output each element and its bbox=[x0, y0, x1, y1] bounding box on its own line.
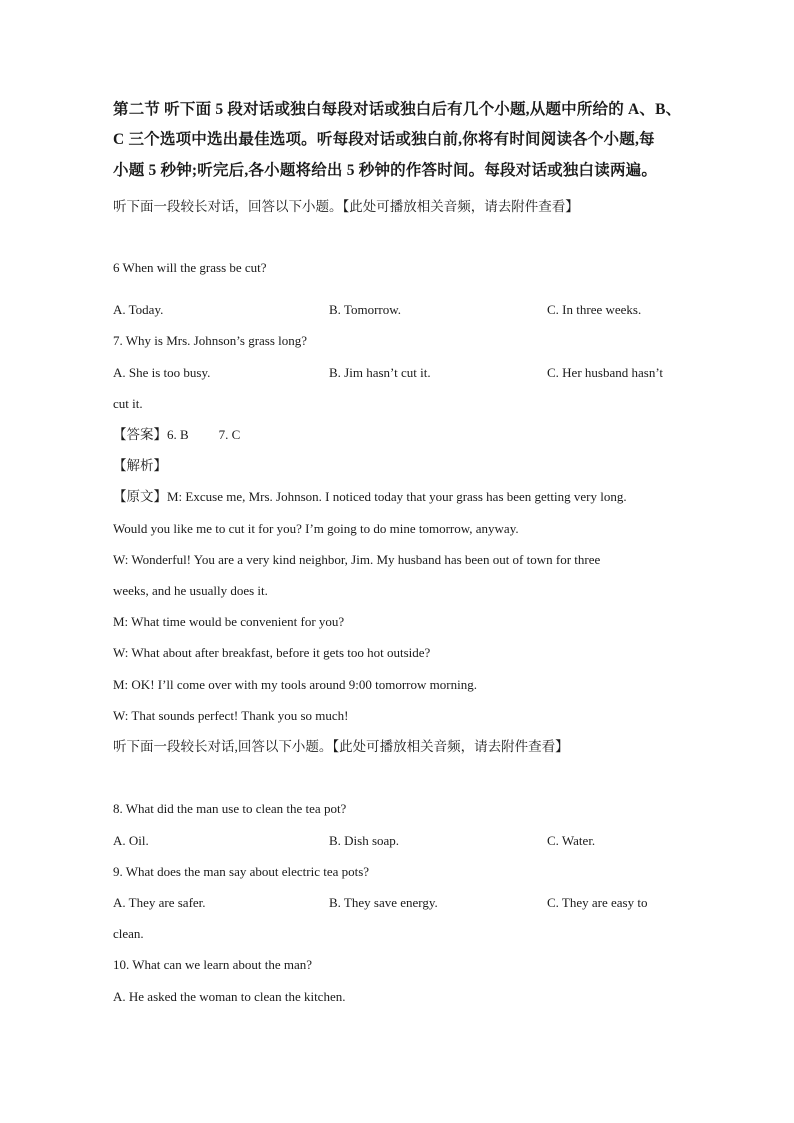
transcript-line-6: W: What about after breakfast, before it gets too hot outside? bbox=[113, 645, 431, 660]
transcript-text-1: M: Excuse me, Mrs. Johnson. I noticed today that your grass has been getting very long. bbox=[167, 489, 627, 504]
question-9-option-b: B. They save energy. bbox=[329, 895, 438, 910]
question-6-option-b: B. Tomorrow. bbox=[329, 302, 402, 317]
question-7-option-c-continued: cut it. bbox=[113, 396, 143, 411]
transcript-line-1 bbox=[113, 488, 627, 506]
question-9-option-c: C. They are easy to bbox=[547, 895, 648, 910]
section-instruction-line-1: 第二节 听下面 5 段对话或独白每段对话或独白后有几个小题,从题中所给的 A、B、 bbox=[113, 101, 682, 118]
question-9-option-c-continued: clean. bbox=[113, 926, 144, 941]
dialogue-intro-2: 听下面一段较长对话,回答以下小题。【此处可播放相关音频，请去附件查看】 bbox=[113, 739, 569, 754]
question-6-option-a: A. Today. bbox=[113, 302, 164, 317]
question-9-option-a: A. They are safer. bbox=[113, 895, 206, 910]
answer-7: 7. C bbox=[218, 427, 241, 442]
question-10-option-a: A. He asked the woman to clean the kitchen. bbox=[113, 989, 346, 1004]
transcript-line-2: Would you like me to cut it for you? I’m going to do mine tomorrow, anyway. bbox=[113, 521, 519, 536]
question-9-stem: 9. What does the man say about electric tea pots? bbox=[113, 864, 370, 879]
answer-line bbox=[113, 426, 240, 444]
transcript-line-4: weeks, and he usually does it. bbox=[113, 583, 268, 598]
transcript-line-3: W: Wonderful! You are a very kind neighbor, Jim. My husband has been out of town for three bbox=[113, 552, 601, 567]
transcript-label: 【原文】 bbox=[113, 489, 167, 504]
answer-label: 【答案】 bbox=[113, 427, 167, 442]
question-7-stem: 7. Why is Mrs. Johnson’s grass long? bbox=[113, 333, 308, 348]
answer-6: 6. B bbox=[167, 427, 189, 442]
question-8-stem: 8. What did the man use to clean the tea pot? bbox=[113, 801, 347, 816]
section-instruction-line-3: 小题 5 秒钟;听完后,各小题将给出 5 秒钟的作答时间。每段对话或独白读两遍。 bbox=[113, 162, 658, 179]
question-7-option-c: C. Her husband hasn’t bbox=[547, 365, 664, 380]
question-8-option-a: A. Oil. bbox=[113, 833, 149, 848]
question-8-option-b: B. Dish soap. bbox=[329, 833, 400, 848]
question-6-option-c: C. In three weeks. bbox=[547, 302, 642, 317]
section-instruction-line-2: C 三个选项中选出最佳选项。听每段对话或独白前,你将有时间阅读各个小题,每 bbox=[113, 131, 655, 148]
question-8-option-c: C. Water. bbox=[547, 833, 596, 848]
dialogue-intro-1: 听下面一段较长对话，回答以下小题。【此处可播放相关音频，请去附件查看】 bbox=[113, 199, 579, 214]
question-7-option-a: A. She is too busy. bbox=[113, 365, 211, 380]
question-6-stem: 6 When will the grass be cut? bbox=[113, 260, 267, 275]
analysis-label: 【解析】 bbox=[113, 458, 167, 473]
question-10-stem: 10. What can we learn about the man? bbox=[113, 957, 313, 972]
transcript-line-5: M: What time would be convenient for you? bbox=[113, 614, 345, 629]
question-7-option-b: B. Jim hasn’t cut it. bbox=[329, 365, 431, 380]
transcript-line-8: W: That sounds perfect! Thank you so much! bbox=[113, 708, 349, 723]
transcript-line-7: M: OK! I’ll come over with my tools around 9:00 tomorrow morning. bbox=[113, 677, 477, 692]
